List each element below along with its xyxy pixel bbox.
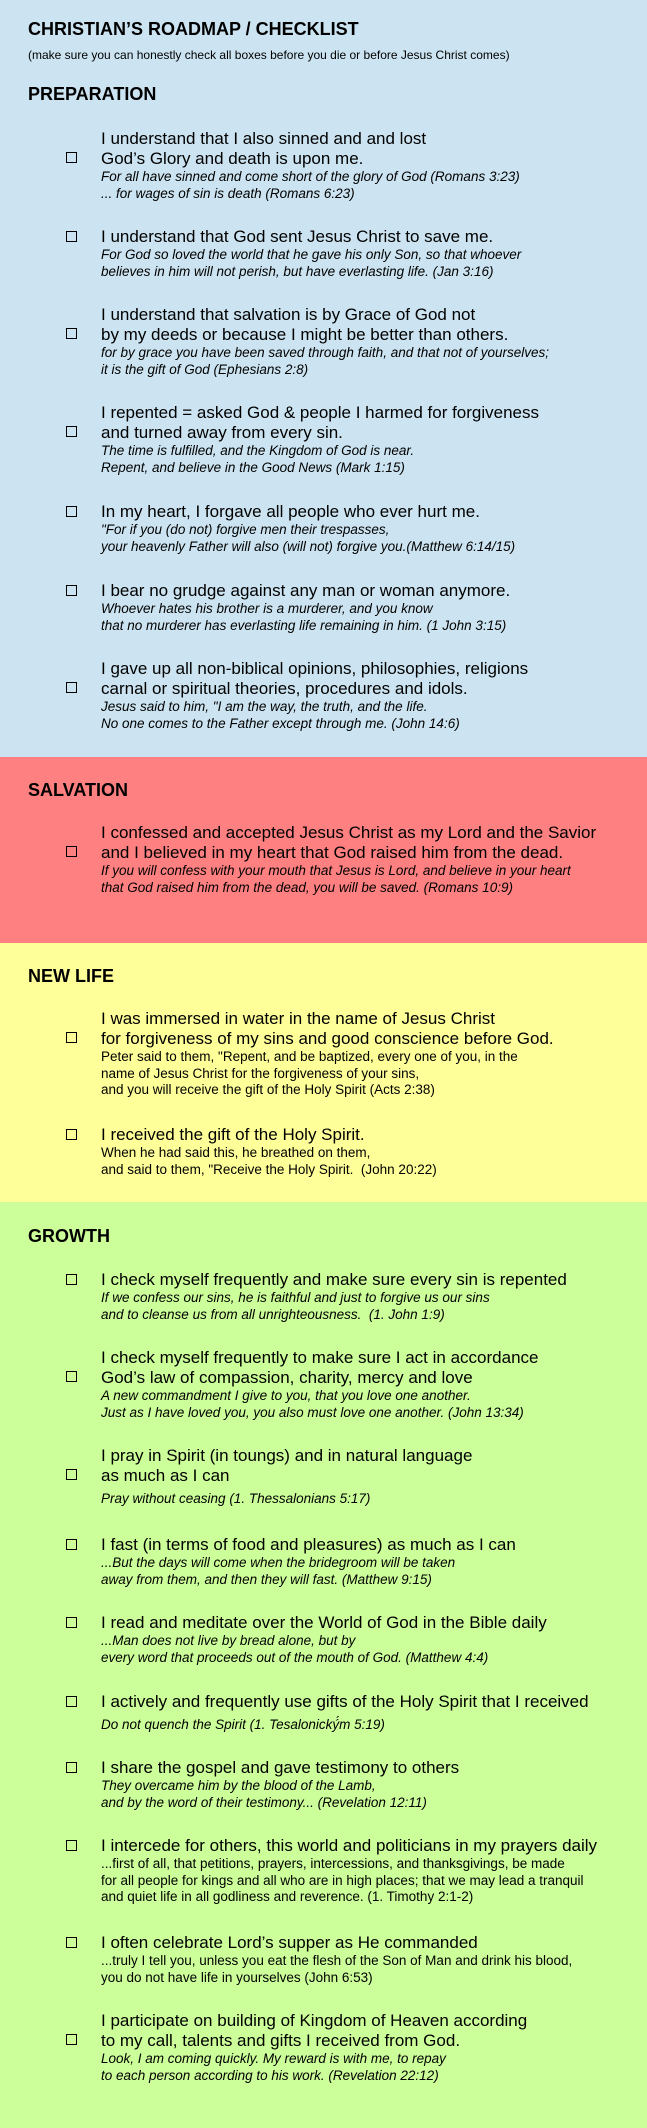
item-verse: that no murderer has everlasting life remaining in him. (1 John 3:15) [101, 617, 507, 633]
empty-checkbox-icon[interactable] [66, 1617, 77, 1628]
item-text: I participate on building of Kingdom of Heaven according [101, 2011, 528, 2030]
item-verse: Jesus said to him, "I am the way, the truth, and the life. [101, 699, 428, 714]
empty-checkbox-icon[interactable] [66, 426, 77, 437]
item-text: I received the gift of the Holy Spirit. [101, 1125, 365, 1144]
item-verse: you do not have life in yourselves (John 6:53) [101, 1969, 373, 1985]
empty-checkbox-icon[interactable] [66, 1840, 77, 1851]
item-text: carnal or spiritual theories, procedures and idols. [101, 679, 468, 698]
item-text: and I believed in my heart that God raised him from the dead. [101, 843, 564, 862]
item-text: and turned away from every sin. [101, 423, 343, 442]
section-heading-growth: GROWTH [28, 1226, 110, 1246]
item-verse: Do not quench the Spirit (1. Tesalonický́m 5:19) [101, 1717, 385, 1732]
item-text: I bear no grudge against any man or woman anymore. [101, 581, 511, 600]
item-verse: If you will confess with your mouth that Jesus is Lord, and believe in your heart [101, 863, 571, 878]
empty-checkbox-icon[interactable] [66, 152, 77, 163]
item-verse: and said to them, "Receive the Holy Spirit. (John 20:22) [101, 1161, 437, 1177]
item-verse: They overcame him by the blood of the Lamb, [101, 1778, 376, 1793]
empty-checkbox-icon[interactable] [66, 328, 77, 339]
item-verse: and quiet life in all godliness and reverence. (1. Timothy 2:1-2) [101, 1889, 474, 1904]
empty-checkbox-icon[interactable] [66, 682, 77, 693]
empty-checkbox-icon[interactable] [66, 1371, 77, 1382]
item-verse: to each person according to his work. (Revelation 22:12) [101, 2067, 439, 2083]
item-verse: Peter said to them, "Repent, and be baptized, every one of you, in the [101, 1049, 518, 1064]
item-verse: If we confess our sins, he is faithful and just to forgive us our sins [101, 1290, 490, 1305]
empty-checkbox-icon[interactable] [66, 231, 77, 242]
item-text: I understand that God sent Jesus Christ to save me. [101, 227, 494, 246]
empty-checkbox-icon[interactable] [66, 1539, 77, 1550]
item-verse: The time is fulfilled, and the Kingdom of God is near. [101, 443, 415, 458]
empty-checkbox-icon[interactable] [66, 1129, 77, 1140]
empty-checkbox-icon[interactable] [66, 506, 77, 517]
item-verse: believes in him will not perish, but have everlasting life. (Jan 3:16) [101, 263, 494, 279]
item-text: I understand that I also sinned and and lost [101, 129, 427, 148]
item-text: God’s law of compassion, charity, mercy and love [101, 1368, 473, 1387]
empty-checkbox-icon[interactable] [66, 1032, 77, 1043]
item-verse: ...But the days will come when the bridegroom will be taken [101, 1555, 456, 1570]
item-verse: for all people for kings and all who are in high places; that we may lead a tranquil [101, 1872, 584, 1888]
item-verse: No one comes to the Father except through me. (John 14:6) [101, 715, 460, 731]
item-verse: for by grace you have been saved through faith, and that not of yourselves; [101, 345, 550, 360]
item-text: I share the gospel and gave testimony to others [101, 1758, 460, 1777]
empty-checkbox-icon[interactable] [66, 846, 77, 857]
empty-checkbox-icon[interactable] [66, 585, 77, 596]
item-text: I understand that salvation is by Grace of God not [101, 305, 476, 324]
section-heading-salvation: SALVATION [28, 780, 128, 800]
empty-checkbox-icon[interactable] [66, 1469, 77, 1480]
item-text: I actively and frequently use gifts of the Holy Spirit that I received [101, 1692, 589, 1711]
section-salvation [0, 757, 647, 943]
item-text: for forgiveness of my sins and good conscience before God. [101, 1029, 554, 1048]
item-text: I confessed and accepted Jesus Christ as my Lord and the Savior [101, 823, 597, 842]
section-preparation [0, 0, 647, 757]
item-text: by my deeds or because I might be better than others. [101, 325, 509, 344]
item-verse: For all have sinned and come short of the glory of God (Romans 3:23) [101, 169, 520, 184]
section-growth [0, 1202, 647, 2128]
item-verse: and to cleanse us from all unrighteousness. (1. John 1:9) [101, 1306, 445, 1322]
item-text: God’s Glory and death is upon me. [101, 149, 364, 168]
item-text: I check myself frequently to make sure I act in accordance [101, 1348, 539, 1367]
item-verse: every word that proceeds out of the mouth of God. (Matthew 4:4) [101, 1649, 489, 1665]
item-verse: Just as I have loved you, you also must love one another. (John 13:34) [101, 1404, 524, 1420]
empty-checkbox-icon[interactable] [66, 1696, 77, 1707]
item-text: to my call, talents and gifts I received from God. [101, 2031, 461, 2050]
item-verse: and by the word of their testimony... (Revelation 12:11) [101, 1794, 427, 1810]
item-text: In my heart, I forgave all people who ever hurt me. [101, 502, 480, 521]
empty-checkbox-icon[interactable] [66, 1762, 77, 1773]
section-heading-preparation: PREPARATION [28, 84, 157, 104]
item-text: I pray in Spirit (in toungs) and in natural language [101, 1446, 473, 1465]
page-title: CHRISTIAN’S ROADMAP / CHECKLIST [28, 19, 359, 39]
item-verse: Repent, and believe in the Good News (Mark 1:15) [101, 459, 405, 475]
section-heading-new-life: NEW LIFE [28, 966, 114, 986]
page-subtitle: (make sure you can honestly check all boxes before you die or before Jesus Christ comes) [28, 48, 510, 62]
item-text: I often celebrate Lord’s supper as He commanded [101, 1933, 478, 1952]
item-text: I check myself frequently and make sure every sin is repented [101, 1270, 567, 1289]
item-text: I intercede for others, this world and politicians in my prayers daily [101, 1836, 598, 1855]
item-verse: your heavenly Father will also (will not) forgive you.(Matthew 6:14/15) [101, 538, 516, 554]
item-verse: name of Jesus Christ for the forgiveness of your sins, [101, 1065, 420, 1081]
item-verse: ... for wages of sin is death (Romans 6:23) [101, 185, 355, 201]
item-text: I was immersed in water in the name of Jesus Christ [101, 1009, 495, 1028]
item-text: I repented = asked God & people I harmed for forgiveness [101, 403, 540, 422]
item-verse: Pray without ceasing (1. Thessalonians 5:17) [101, 1491, 371, 1506]
empty-checkbox-icon[interactable] [66, 1937, 77, 1948]
item-verse: ...first of all, that petitions, prayers, intercessions, and thanksgivings, be made [101, 1856, 565, 1871]
item-verse: ...truly I tell you, unless you eat the flesh of the Son of Man and drink his blood, [101, 1953, 573, 1968]
section-new-life [0, 943, 647, 1202]
item-text: as much as I can [101, 1466, 230, 1485]
item-verse: and you will receive the gift of the Holy Spirit (Acts 2:38) [101, 1082, 435, 1097]
item-verse: away from them, and then they will fast. (Matthew 9:15) [101, 1571, 432, 1587]
item-verse: When he had said this, he breathed on them, [101, 1145, 371, 1160]
item-verse: that God raised him from the dead, you will be saved. (Romans 10:9) [101, 879, 513, 895]
item-text: I read and meditate over the World of God in the Bible daily [101, 1613, 547, 1632]
item-text: I gave up all non-biblical opinions, philosophies, religions [101, 659, 529, 678]
item-verse: Look, I am coming quickly. My reward is with me, to repay [101, 2051, 446, 2066]
item-text: I fast (in terms of food and pleasures) as much as I can [101, 1535, 516, 1554]
item-verse: Whoever hates his brother is a murderer, and you know [101, 601, 433, 616]
item-verse: ...Man does not live by bread alone, but by [101, 1633, 356, 1648]
empty-checkbox-icon[interactable] [66, 2034, 77, 2045]
item-verse: For God so loved the world that he gave his only Son, so that whoever [101, 247, 522, 262]
item-verse: it is the gift of God (Ephesians 2:8) [101, 361, 309, 377]
empty-checkbox-icon[interactable] [66, 1274, 77, 1285]
item-verse: "For if you (do not) forgive men their trespasses, [101, 522, 390, 537]
item-verse: A new commandment I give to you, that you love one another. [101, 1388, 471, 1403]
